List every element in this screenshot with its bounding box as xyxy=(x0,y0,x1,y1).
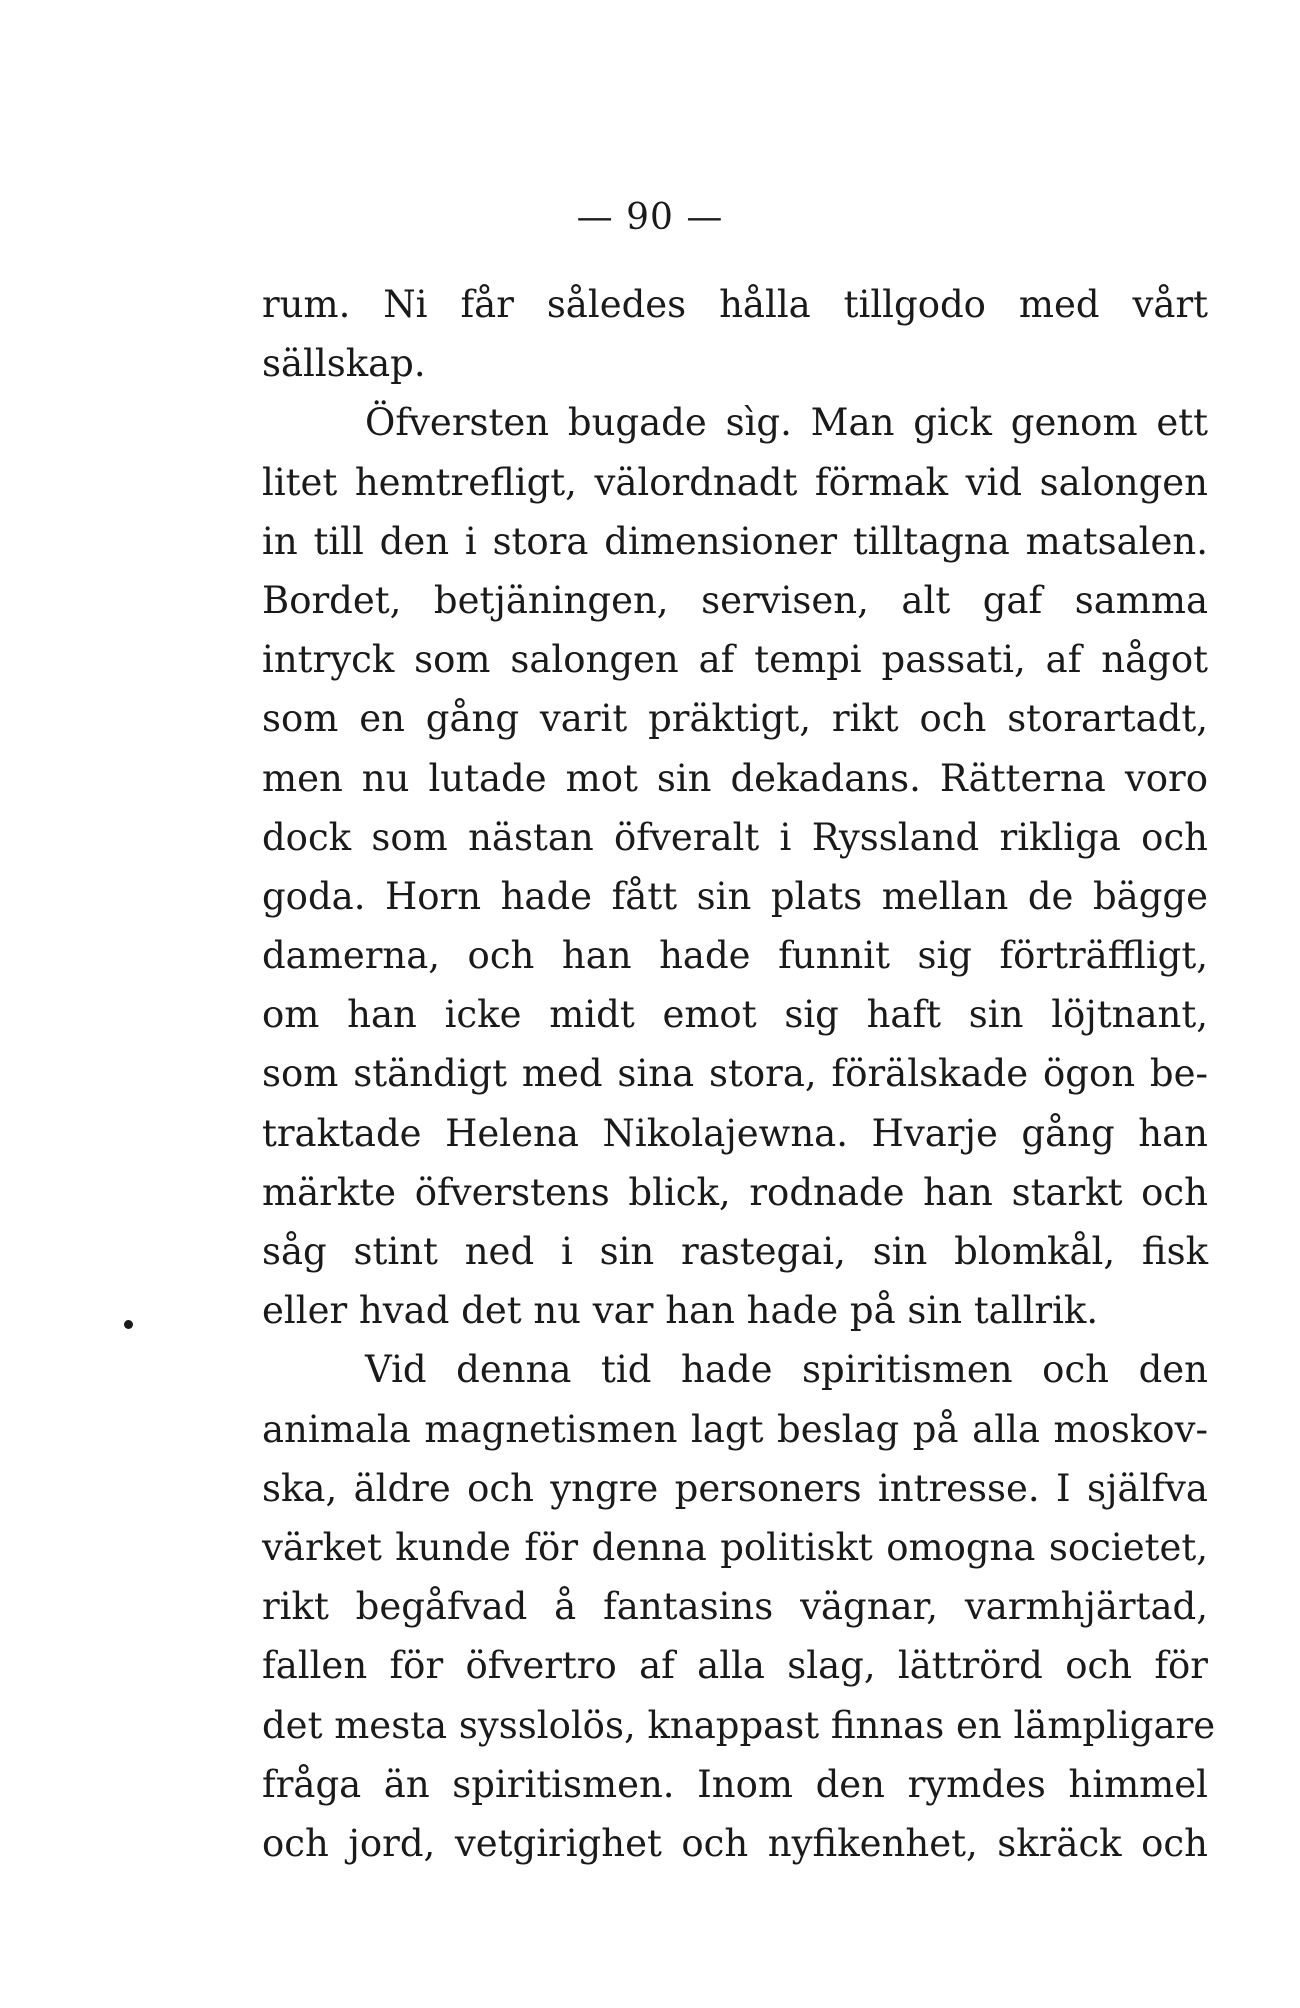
text-line: rum. Ni får således hålla tillgodo med vårt xyxy=(262,283,1208,326)
text-line: men nu lutade mot sin dekadans. Rätterna voro xyxy=(262,756,1208,800)
text-line: som en gång varit präktigt, rikt och storartadt, xyxy=(262,697,1208,741)
text-line: sällskap. xyxy=(262,342,426,386)
paragraph-start-line: Vid denna tid hade spiritismen och den xyxy=(365,1348,1208,1392)
text-line: litet hemtrefligt, välordnadt förmak vid salongen xyxy=(262,460,1208,504)
text-line: fallen för öfvertro af alla slag, lättrörd och för xyxy=(262,1644,1208,1688)
page-number: — 90 — xyxy=(576,197,724,238)
text-line: rikt begåfvad å fantasins vägnar, varmhjärtad, xyxy=(262,1585,1208,1629)
text-line: damerna, och han hade funnit sig förträffligt, xyxy=(262,934,1208,978)
text-line: märkte öfverstens blick, rodnade han starkt och xyxy=(262,1170,1208,1214)
text-line: ska, äldre och yngre personers intresse. I själfva xyxy=(262,1466,1208,1510)
text-line: värket kunde för denna politiskt omogna societet, xyxy=(262,1525,1208,1569)
text-line: fråga än spiritismen. Inom den rymdes himmel xyxy=(262,1762,1208,1806)
text-line: Bordet, betjäningen, servisen, alt gaf samma xyxy=(262,578,1208,622)
text-line: intryck som salongen af tempi passati, af något xyxy=(262,638,1208,682)
text-line: traktade Helena Nikolajewna. Hvarje gång han xyxy=(262,1111,1208,1155)
text-line: såg stint ned i sin rastegai, sin blomkål, fisk xyxy=(262,1230,1208,1273)
text-line: dock som nästan öfveralt i Ryssland rikliga och xyxy=(262,815,1208,859)
text-line: som ständigt med sina stora, förälskade ögon be- xyxy=(262,1052,1208,1096)
text-line: goda. Horn hade fått sin plats mellan de bägge xyxy=(262,874,1208,918)
paragraph-start-line: Öfversten bugade sìg. Man gick genom ett xyxy=(365,401,1208,445)
body-text xyxy=(262,275,1216,1873)
margin-speck xyxy=(124,1320,133,1329)
text-line: animala magnetismen lagt beslag på alla moskov- xyxy=(262,1407,1208,1451)
text-line: om han icke midt emot sig haft sin löjtnant, xyxy=(262,993,1208,1037)
text-line: in till den i stora dimensioner tilltagna matsalen. xyxy=(262,519,1208,563)
text-line: det mesta sysslolös, knappast finnas en lämpligare xyxy=(262,1703,1216,1747)
text-line: och jord, vetgirighet och nyfikenhet, skräck och xyxy=(262,1821,1208,1865)
text-line: eller hvad det nu var han hade på sin tallrik. xyxy=(262,1289,1099,1333)
